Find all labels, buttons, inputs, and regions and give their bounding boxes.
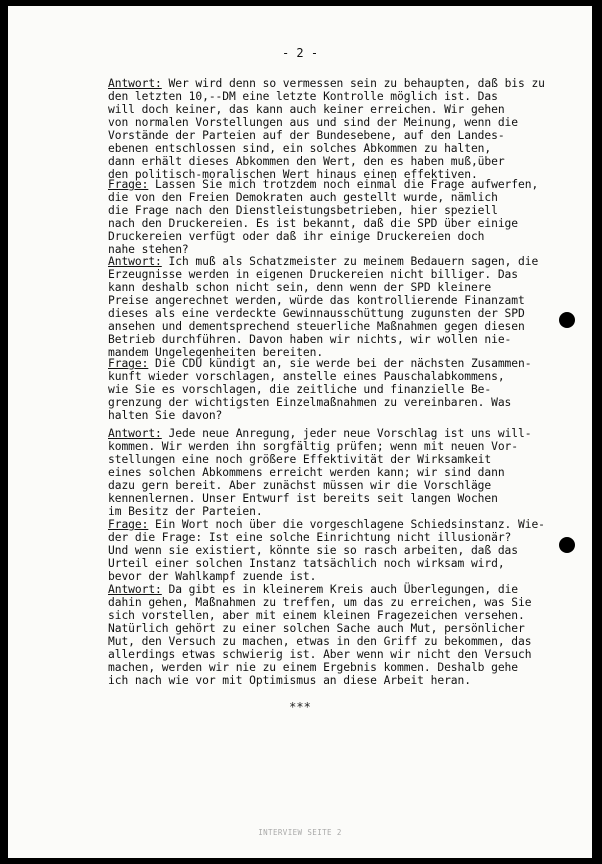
text-line: wie Sie es vorschlagen, die zeitliche und finanzielle Be- xyxy=(108,382,492,396)
text-line: Preise angerechnet werden, würde das kontrollierende Finanzamt xyxy=(108,293,525,307)
document-page xyxy=(8,6,592,858)
text-line: Erzeugnisse werden in eigenen Druckereien nicht billiger. Das xyxy=(108,267,519,281)
text-line: der die Frage: Ist eine solche Einrichtung nicht illusionär? xyxy=(108,530,512,544)
text-line: die Frage nach den Dienstleistungsbetrieben, hier speziell xyxy=(108,203,498,217)
text-line: Urteil einer solchen Instanz tatsächlich noch wirksam wird, xyxy=(108,556,505,570)
answer-paragraph xyxy=(108,584,580,688)
text-line: Betrieb durchführen. Davon haben wir nichts, wir wollen nie- xyxy=(108,332,512,346)
text-line: Antwort: Da gibt es in kleinerem Kreis auch Überlegungen, die xyxy=(108,583,519,596)
text-line: Antwort: Wer wird denn so vermessen sein zu behaupten, daß bis zu xyxy=(108,77,545,90)
text-line: Frage: Ein Wort noch über die vorgeschlagene Schiedsinstanz. Wie- xyxy=(108,518,545,531)
text-line: Mut, den Versuch zu machen, etwas in den Griff zu bekommen, das xyxy=(108,634,532,648)
text-line: den letzten 10,--DM eine letzte Kontrolle möglich ist. Das xyxy=(108,89,498,103)
text-line: dahin gehen, Maßnahmen zu treffen, um das zu erreichen, was Sie xyxy=(108,595,532,609)
text-line: Frage: Die CDU kündigt an, sie werde bei der nächsten Zusammen- xyxy=(108,357,532,370)
text-line: eines solchen Abkommens erreicht werden kann; wir sind dann xyxy=(108,465,505,479)
answer-paragraph xyxy=(108,428,580,519)
text-line: kunft wieder vorschlagen, anstelle eines Pauschalabkommens, xyxy=(108,369,505,383)
section-separator: *** xyxy=(289,700,311,714)
text-line: will doch keiner, das kann auch keiner erreichen. Wir gehen xyxy=(108,102,505,116)
text-line: dann erhält dieses Abkommen den Wert, den es haben muß,über xyxy=(108,154,505,168)
punch-hole-mark xyxy=(559,312,575,328)
text-line: machen, werden wir nie zu einem Ergebnis kommen. Deshalb gehe xyxy=(108,660,519,674)
text-line: stellungen eine noch größere Effektivität der Wirksamkeit xyxy=(108,452,492,466)
text-line: Frage: Lassen Sie mich trotzdem noch einmal die Frage aufwerfen, xyxy=(108,178,539,191)
question-paragraph xyxy=(108,179,580,257)
answer-paragraph xyxy=(108,256,580,360)
text-line: kennenlernen. Unser Entwurf ist bereits seit langen Wochen xyxy=(108,491,498,505)
text-line: Druckereien verfügt oder daß ihr einige Druckereien doch xyxy=(108,229,485,243)
faint-footer-text: INTERVIEW SEITE 2 xyxy=(258,828,342,837)
text-line: bevor der Wahlkampf zuende ist. xyxy=(108,569,317,583)
speaker-label-antwort: Antwort: xyxy=(108,583,162,596)
text-line: Vorstände der Parteien auf der Bundesebene, auf den Landes- xyxy=(108,128,505,142)
text-line: Antwort: Ich muß als Schatzmeister zu meinem Bedauern sagen, die xyxy=(108,255,539,268)
text-line: sich vorstellen, aber mit einem kleinen Fragezeichen versehen. xyxy=(108,608,525,622)
speaker-label-frage: Frage: xyxy=(108,518,149,531)
text-line: dazu gern bereit. Aber zunächst müssen wir die Vorschläge xyxy=(108,478,492,492)
page-number: - 2 - xyxy=(281,46,319,60)
question-paragraph xyxy=(108,519,580,584)
text-line: ich nach wie vor mit Optimismus an diese Arbeit heran. xyxy=(108,673,471,687)
text-line: Und wenn sie existiert, könnte sie so rasch arbeiten, daß das xyxy=(108,543,519,557)
speaker-label-antwort: Antwort: xyxy=(108,77,162,90)
speaker-label-antwort: Antwort: xyxy=(108,427,162,440)
text-line: kommen. Wir werden ihn sorgfältig prüfen; wenn mit neuen Vor- xyxy=(108,439,519,453)
text-line: grenzung der wichtigsten Einzelmaßnahmen zu vereinbaren. Was xyxy=(108,395,512,409)
text-line: die von den Freien Demokraten auch gestellt wurde, nämlich xyxy=(108,190,498,204)
text-line: kann deshalb schon nicht sein, denn wenn der SPD kleinere xyxy=(108,280,492,294)
text-line: ansehen und dementsprechend steuerliche Maßnahmen gegen diesen xyxy=(108,319,525,333)
speaker-label-frage: Frage: xyxy=(108,178,149,191)
text-line: dieses als eine verdeckte Gewinnausschüttung zugunsten der SPD xyxy=(108,306,525,320)
punch-hole-mark xyxy=(559,537,575,553)
text-line: den politisch-moralischen Wert hinaus einen effektiven. xyxy=(108,167,478,181)
text-line: mandem Ungelegenheiten bereiten. xyxy=(108,345,324,359)
question-paragraph xyxy=(108,358,580,423)
text-line: halten Sie davon? xyxy=(108,408,223,422)
text-line: nach den Druckereien. Es ist bekannt, daß die SPD über einige xyxy=(108,216,519,230)
text-line: im Besitz der Parteien. xyxy=(108,504,263,518)
text-line: ebenen entschlossen sind, ein solches Abkommen zu halten, xyxy=(108,141,492,155)
text-line: Antwort: Jede neue Anregung, jeder neue Vorschlag ist uns will- xyxy=(108,427,532,440)
text-line: nahe stehen? xyxy=(108,242,189,256)
answer-paragraph xyxy=(108,78,580,182)
speaker-label-antwort: Antwort: xyxy=(108,255,162,268)
speaker-label-frage: Frage: xyxy=(108,357,149,370)
text-line: allerdings etwas schwierig ist. Aber wenn wir nicht den Versuch xyxy=(108,647,532,661)
text-line: von normalen Vorstellungen aus und sind der Meinung, wenn die xyxy=(108,115,519,129)
text-line: Natürlich gehört zu einer solchen Sache auch Mut, persönlicher xyxy=(108,621,525,635)
